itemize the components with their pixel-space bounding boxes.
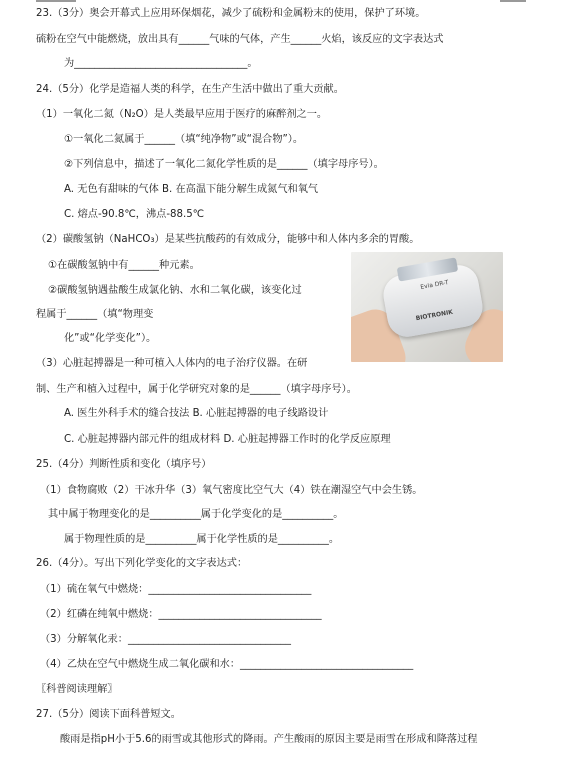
text-line: C. 熔点-90.8℃，沸点-88.5℃	[64, 209, 205, 220]
text-line: ①一氧化二氮属于______（填“纯净物”或“混合物”）。	[64, 134, 304, 145]
text-line: （3）分解氧化汞：________________________________	[40, 634, 291, 645]
text-line: 25.（4分）判断性质和变化（填序号）	[36, 459, 212, 470]
text-line: （3）心脏起搏器是一种可植入人体内的电子治疗仪器。在研	[36, 358, 308, 369]
text-line: 程属于______（填“物理变	[36, 309, 154, 320]
text-line: 〖科普阅读理解〗	[36, 684, 118, 695]
text-line: （1）食物腐败（2）干冰升华（3）氧气密度比空气大（4）铁在潮湿空气中会生锈。	[40, 485, 423, 496]
pacemaker-device	[380, 262, 485, 340]
text-line: 26.（4分）。写出下列化学变化的文字表达式：	[36, 558, 248, 569]
text-line: 24.（5分）化学是造福人类的科学，在生产生活中做出了重大贡献。	[36, 84, 344, 95]
device-brand-label: BIOTRONIK	[415, 308, 454, 323]
top-rule-right	[500, 0, 526, 2]
text-line: （4）乙炔在空气中燃烧生成二氧化碳和水：__________________________________	[40, 659, 414, 670]
text-line: ②碳酸氢钠遇盐酸生成氯化钠、水和二氧化碳，该变化过	[48, 285, 302, 296]
text-line: 硫粉在空气中能燃烧，放出具有______气味的气体，产生______火焰，该反应的文字表达式	[36, 34, 444, 45]
text-line: （1）一氧化二氮（N₂O）是人类最早应用于医疗的麻醉剂之一。	[36, 109, 328, 120]
text-line: 酸雨是指pH小于5.6的雨雪或其他形式的降雨。产生酸雨的原因主要是雨雪在形成和降落过程	[60, 734, 478, 745]
top-rule-left	[36, 0, 76, 2]
text-line: 属于物理性质的是__________属于化学性质的是__________。	[64, 534, 340, 545]
text-line: A. 无色有甜味的气体 B. 在高温下能分解生成氮气和氧气	[64, 184, 319, 195]
text-line: C. 心脏起搏器内部元件的组成材料 D. 心脏起搏器工作时的化学反应原理	[64, 434, 391, 445]
text-line: （2）碳酸氢钠（NaHCO₃）是某些抗酸药的有效成分，能够中和人体内多余的胃酸。	[36, 234, 420, 245]
text-line: 制、生产和植入过程中，属于化学研究对象的是______（填字母序号）。	[36, 384, 357, 395]
text-line: 其中属于物理变化的是__________属于化学变化的是__________。	[48, 509, 344, 520]
text-line: 27.（5分）阅读下面科普短文。	[36, 709, 181, 720]
text-line: 为__________________________________。	[64, 58, 258, 69]
text-line: 化”或“化学变化”）。	[64, 333, 157, 344]
text-line: 23.（3分）奥会开幕式上应用环保烟花，减少了硫粉和金属粉末的使用，保护了环境。	[36, 8, 426, 19]
text-line: A. 医生外科手术的缝合技法 B. 心脏起搏器的电子线路设计	[64, 408, 329, 419]
text-line: （2）红磷在纯氧中燃烧：________________________________	[40, 609, 322, 620]
text-line: ①在碳酸氢钠中有______种元素。	[48, 260, 200, 271]
pacemaker-photo	[351, 252, 503, 362]
device-model-label: Evia DR-T	[419, 279, 450, 291]
text-line: ②下列信息中，描述了一氧化二氮化学性质的是______（填字母序号）。	[64, 159, 384, 170]
device-header	[397, 257, 459, 281]
text-line: （1）硫在氧气中燃烧：________________________________	[40, 584, 312, 595]
